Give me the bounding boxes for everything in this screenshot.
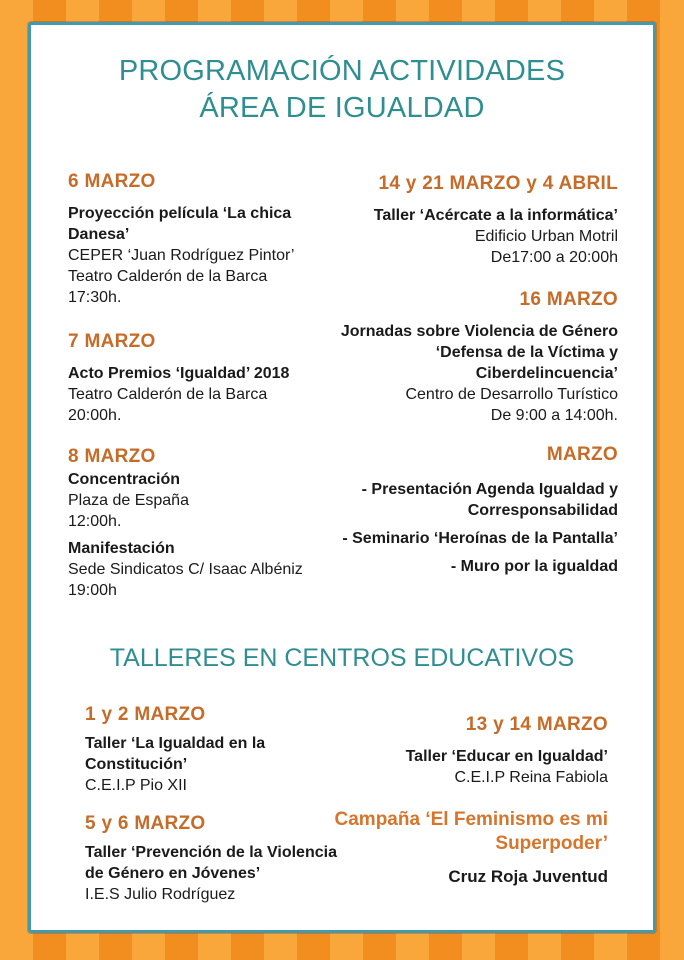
poster-card (28, 22, 656, 933)
event-7-marzo (68, 330, 353, 426)
workshop-13-14-marzo (327, 713, 608, 788)
event-detail: 12:00h. (68, 513, 122, 530)
event-bullet: - Muro por la igualdad (450, 558, 618, 575)
campaign-block (327, 808, 608, 887)
workshop-5-6-marzo (85, 812, 357, 905)
event-14-21-marzo-4-abril (331, 172, 618, 268)
event-detail: C.E.I.P Reina Fabiola (454, 769, 608, 786)
event-title: Taller ‘La Igualdad en la Constitución’ (85, 735, 266, 773)
section-title-talleres: TALLERES EN CENTROS EDUCATIVOS (109, 644, 575, 672)
event-detail: Centro de Desarrollo Turístico (405, 386, 618, 403)
event-title: Concentración (68, 471, 181, 488)
event-date: 8 MARZO (68, 446, 156, 467)
event-detail: De 9:00 a 14:00h. (490, 407, 618, 424)
event-title: Jornadas sobre Violencia de Género ‘Defensa de la Víctima y Ciberdelincuencia’ (340, 323, 618, 382)
event-detail: 20:00h. (68, 407, 122, 424)
event-6-marzo (68, 170, 353, 308)
event-8-marzo (68, 445, 353, 601)
event-subevent (68, 538, 353, 601)
event-detail: De17:00 a 20:00h (490, 249, 618, 266)
event-title: Taller ‘Prevención de la Violencia de Género en Jóvenes’ (85, 844, 337, 882)
event-date: MARZO (546, 444, 618, 465)
event-detail: CEPER ‘Juan Rodríguez Pintor’ (68, 247, 295, 264)
event-title: Manifestación (68, 540, 175, 557)
campaign-organization: Cruz Roja Juventud (448, 867, 608, 886)
event-subevent (68, 469, 353, 532)
event-title: Acto Premios ‘Igualdad’ 2018 (68, 365, 290, 382)
event-bullet: - Seminario ‘Heroínas de la Pantalla’ (342, 530, 618, 547)
event-detail: I.E.S Julio Rodríguez (85, 886, 236, 903)
event-detail: 17:30h. (68, 289, 122, 306)
event-detail: Sede Sindicatos C/ Isaac Albéniz (68, 561, 303, 578)
event-date: 5 y 6 MARZO (85, 813, 206, 834)
campaign-title: Campaña ‘El Feminismo es mi Superpoder’ (334, 809, 608, 854)
event-detail: Teatro Calderón de la Barca (68, 268, 268, 285)
event-detail: Plaza de España (68, 492, 189, 509)
event-title: Proyección película ‘La chica Danesa’ (68, 205, 292, 243)
event-16-marzo (331, 288, 618, 426)
event-title: Taller ‘Educar en Igualdad’ (405, 748, 608, 765)
event-detail: C.E.I.P Pio XII (85, 777, 187, 794)
event-date: 7 MARZO (68, 331, 156, 352)
event-marzo (331, 443, 618, 584)
event-detail: 19:00h (68, 582, 117, 599)
event-detail: Edificio Urban Motril (474, 228, 618, 245)
page-title-line1: PROGRAMACIÓN ACTIVIDADES (118, 55, 566, 87)
event-detail: Teatro Calderón de la Barca (68, 386, 268, 403)
page-title-line2: ÁREA DE IGUALDAD (199, 92, 485, 124)
event-date: 6 MARZO (68, 171, 156, 192)
event-date: 13 y 14 MARZO (465, 714, 608, 735)
event-bullet: - Presentación Agenda Igualdad y Corresponsabilidad (361, 481, 618, 519)
page-title (31, 53, 653, 127)
event-date: 14 y 21 MARZO y 4 ABRIL (378, 173, 618, 194)
event-date: 1 y 2 MARZO (85, 704, 206, 725)
event-date: 16 MARZO (519, 289, 618, 310)
event-title: Taller ‘Acércate a la informática’ (373, 207, 618, 224)
workshop-1-2-marzo (85, 703, 357, 796)
